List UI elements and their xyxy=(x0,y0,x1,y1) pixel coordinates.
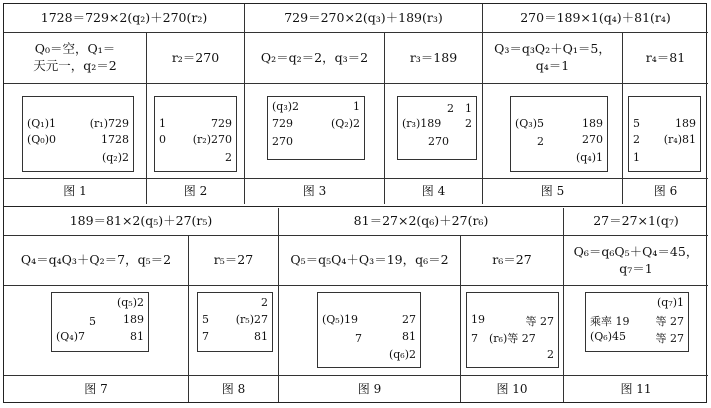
header-6: r₄＝81 xyxy=(623,33,708,84)
caption-fig-4: 图 4 xyxy=(385,179,483,204)
caption-fig-8: 图 8 xyxy=(189,376,279,402)
header-4: r₃＝189 xyxy=(385,33,483,84)
caption-fig-2: 图 2 xyxy=(147,179,245,204)
header-7: Q₄＝q₄Q₃＋Q₂＝7，q₅＝2 xyxy=(4,236,189,286)
counting-board-fig-5: (Q₃)5 189 2 270 (q₄)1 xyxy=(510,96,608,172)
header-2: r₂＝270 xyxy=(147,33,245,84)
equation-6: 27＝27×1(q₇) xyxy=(564,208,708,236)
counting-board-fig-10: 19 等 27 7 (r₆)等 27 2 xyxy=(466,292,559,368)
equation-5: 81＝27×2(q₆)＋27(r₆) xyxy=(279,208,564,236)
euclid-table xyxy=(3,3,707,403)
counting-board-fig-3: (q₃)2 1 729 (Q₂)2 270 xyxy=(267,96,365,160)
counting-board-fig-2: 1 729 0 (r₂)270 2 xyxy=(154,96,237,172)
header-5: Q₃＝q₃Q₂＋Q₁＝5， q₄＝1 xyxy=(483,33,623,84)
equation-3: 270＝189×1(q₄)＋81(r₄) xyxy=(483,4,708,33)
block-separator xyxy=(4,206,706,207)
header-9: Q₅＝q₅Q₄＋Q₃＝19，q₆＝2 xyxy=(279,236,461,286)
header-3: Q₂＝q₂＝2，q₃＝2 xyxy=(245,33,385,84)
caption-fig-10: 图 10 xyxy=(461,376,564,402)
caption-fig-9: 图 9 xyxy=(279,376,461,402)
counting-board-fig-9: (Q₅)19 27 7 81 (q₆)2 xyxy=(317,292,421,368)
header-8: r₅＝27 xyxy=(189,236,279,286)
top-block xyxy=(4,4,706,204)
caption-fig-6: 图 6 xyxy=(653,184,678,199)
bottom-block xyxy=(4,208,706,402)
caption-fig-3: 图 3 xyxy=(245,179,385,204)
header-11: Q₆＝q₆Q₅＋Q₄＝45， q₇＝1 xyxy=(564,236,708,286)
caption-fig-7: 图 7 xyxy=(4,376,189,402)
counting-board-fig-8: 2 5 (r₅)27 7 81 xyxy=(197,292,273,352)
counting-board-fig-11: (q₇)1 乘率 19 等 27 (Q₆)45 等 27 xyxy=(585,292,689,352)
counting-board-fig-4: 2 1 (r₃)189 2 270 xyxy=(397,96,477,160)
equation-2: 729＝270×2(q₃)＋189(r₃) xyxy=(245,4,483,33)
counting-board-fig-7: (q₅)2 5 189 (Q₄)7 81 xyxy=(51,292,149,352)
header-10: r₆＝27 xyxy=(461,236,564,286)
equation-1: 1728＝729×2(q₂)＋270(r₂) xyxy=(4,4,245,33)
caption-fig-11: 图 11 xyxy=(620,381,652,396)
header-1: Q₀＝空，Q₁＝ 天元一，q₂＝2 xyxy=(4,33,147,84)
counting-board-fig-6: 5 189 2 (r₄)81 1 xyxy=(628,96,701,172)
caption-fig-1: 图 1 xyxy=(4,179,147,204)
equation-4: 189＝81×2(q₅)＋27(r₅) xyxy=(4,208,279,236)
counting-board-fig-1: (Q₁)1 (r₁)729 (Q₀)0 1728 (q₂)2 xyxy=(22,96,134,172)
caption-fig-5: 图 5 xyxy=(483,179,623,204)
